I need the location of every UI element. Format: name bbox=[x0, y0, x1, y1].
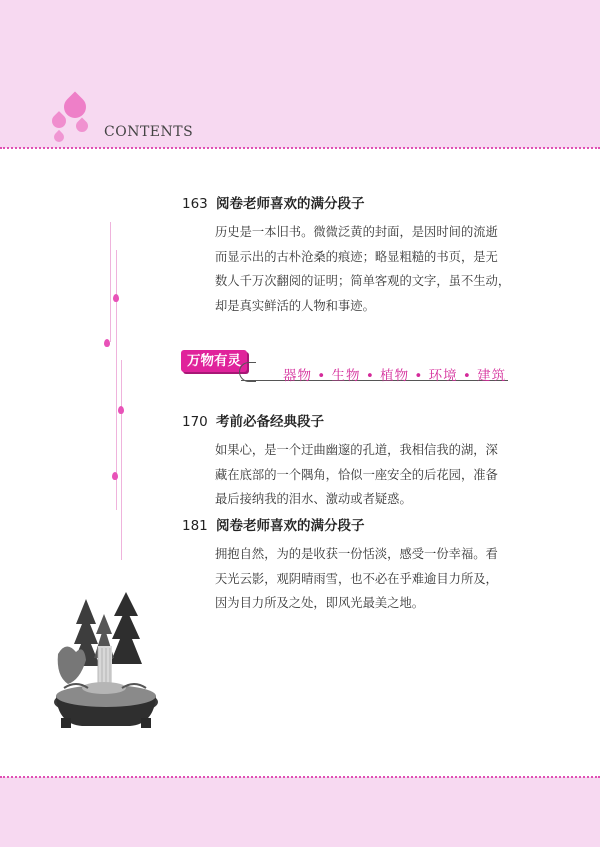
excerpt-line: 拥抱自然，为的是收获一份恬淡，感受一份幸福。看 bbox=[215, 547, 498, 561]
excerpt-line: 最后接纳我的泪水、激动或者疑惑。 bbox=[215, 492, 412, 506]
toc-entry-title: 考前必备经典段子 bbox=[216, 414, 324, 430]
banner-curl bbox=[239, 362, 256, 382]
toc-entry-heading bbox=[182, 410, 552, 430]
excerpt-line: 如果心，是一个迂曲幽邃的孔道，我相信我的湖，深 bbox=[215, 443, 498, 457]
toc-entry-heading bbox=[182, 192, 552, 212]
toc-entry[interactable] bbox=[182, 192, 552, 318]
toc-entry-heading bbox=[182, 514, 552, 534]
excerpt-line: 历史是一本旧书。微微泛黄的封面，是因时间的流逝 bbox=[215, 225, 498, 239]
toc-entry-title: 阅卷老师喜欢的满分段子 bbox=[216, 196, 365, 212]
contents-heading: CONTENTS bbox=[104, 124, 194, 140]
toc-entry-title: 阅卷老师喜欢的满分段子 bbox=[216, 518, 365, 534]
toc-entry-excerpt bbox=[215, 438, 552, 512]
excerpt-line: 却是真实鲜活的人物和事迹。 bbox=[215, 298, 375, 313]
toc-entry-excerpt bbox=[215, 542, 552, 616]
section-subtitle: 器物 • 生物 • 植物 • 环境 • 建筑 bbox=[283, 368, 507, 384]
toc-page-number: 163 bbox=[182, 196, 208, 212]
excerpt-line: 因为目力所及之处，即风光最美之地。 bbox=[215, 596, 425, 610]
toc-entry-excerpt bbox=[215, 220, 552, 318]
droplets-icon bbox=[48, 92, 98, 150]
potted-forest-waterfall-icon bbox=[46, 584, 166, 734]
excerpt-line: 藏在底部的一个隅角，恰似一座安全的后花园，准备 bbox=[215, 467, 498, 482]
toc-entry[interactable] bbox=[182, 410, 552, 512]
section-banner bbox=[181, 350, 511, 390]
footer-band bbox=[0, 777, 600, 847]
excerpt-line: 天光云影，观阴晴雨雪，也不必在乎难逾目力所及， bbox=[215, 571, 498, 586]
footer-divider bbox=[0, 776, 600, 778]
section-tag: 万物有灵 bbox=[181, 350, 247, 372]
toc-page-number: 170 bbox=[182, 414, 208, 430]
toc-page-number: 181 bbox=[182, 518, 208, 534]
toc-entry[interactable] bbox=[182, 514, 552, 616]
excerpt-line: 而显示出的古朴沧桑的痕迹；略显粗糙的书页，是无 bbox=[215, 249, 498, 264]
excerpt-line: 数人千万次翻阅的证明；简单客观的文字，虽不生动， bbox=[215, 274, 511, 288]
